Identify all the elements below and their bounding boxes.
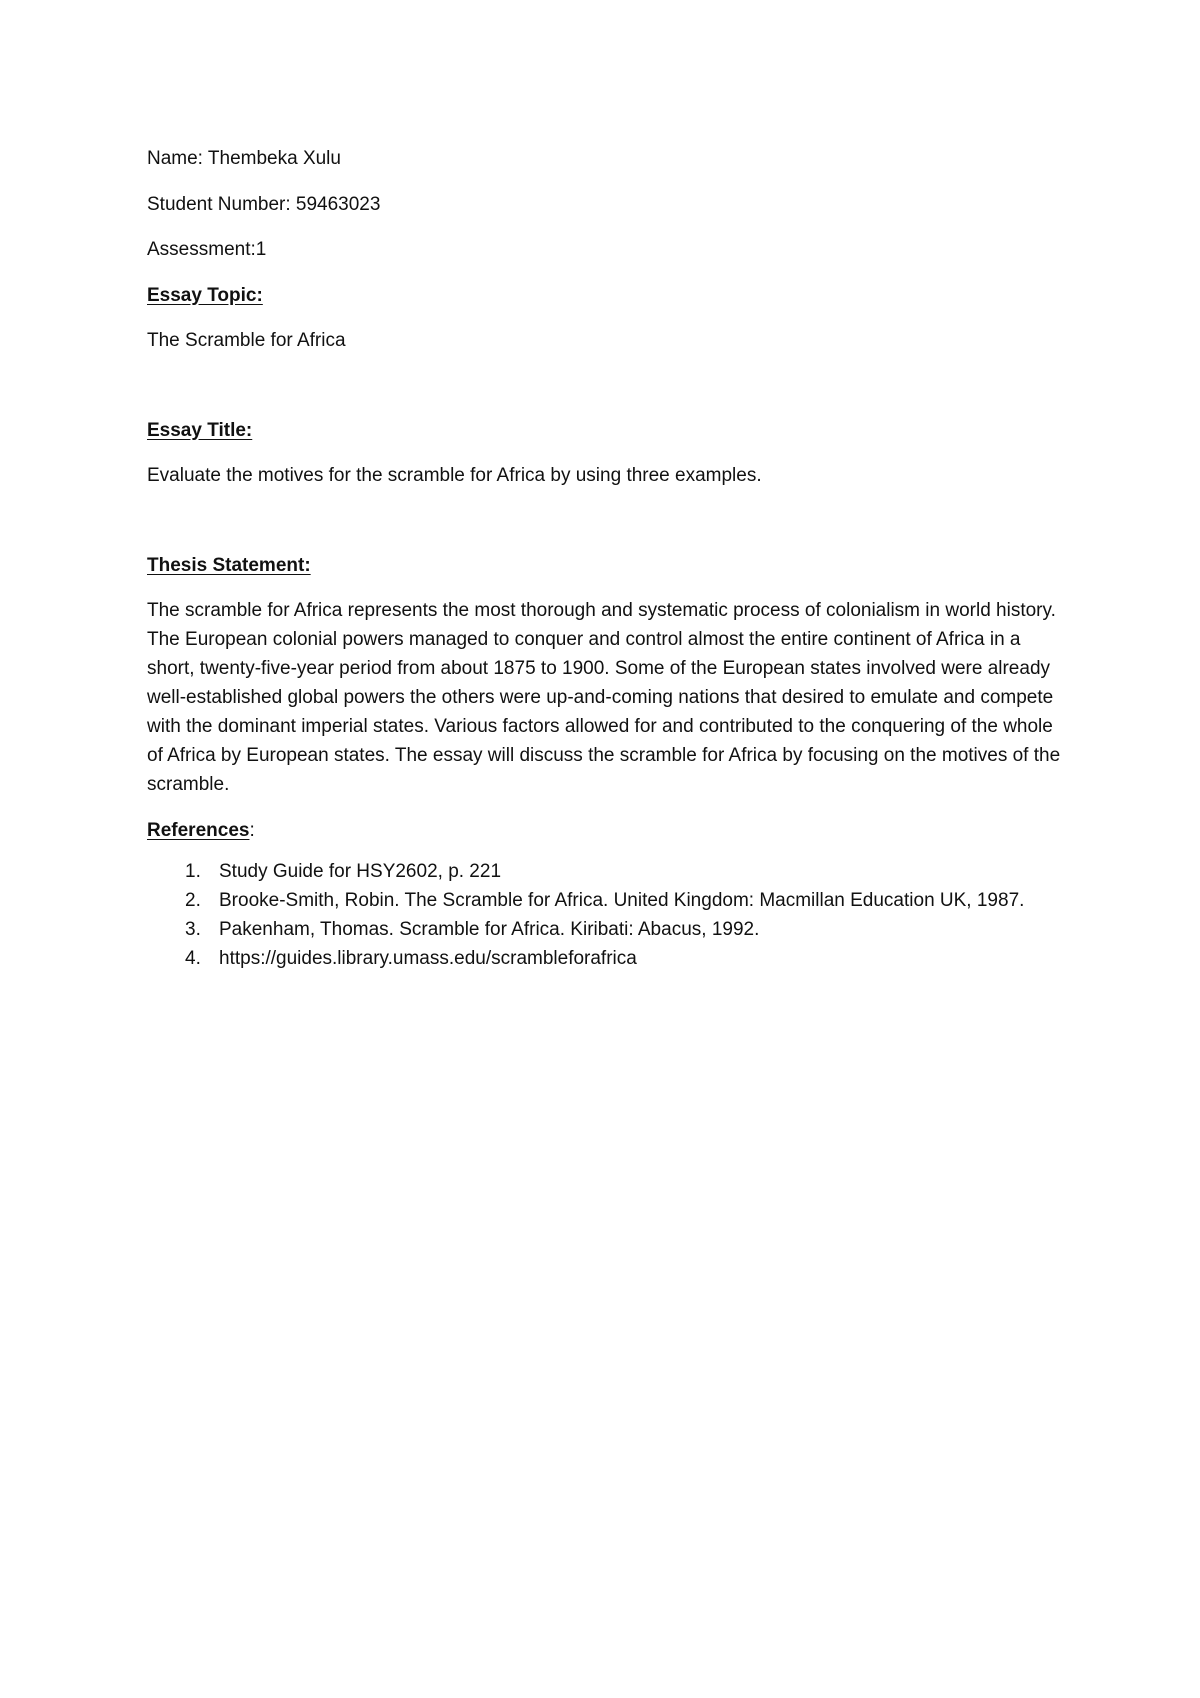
reference-link[interactable]: https://guides.library.umass.edu/scrambleforafrica bbox=[219, 947, 637, 969]
student-name: Name: Thembeka Xulu bbox=[147, 148, 341, 169]
reference-item bbox=[147, 857, 1059, 886]
spacer bbox=[147, 372, 1077, 416]
reference-item bbox=[147, 944, 1059, 973]
reference-text: Pakenham, Thomas. Scramble for Africa. Kiribati: Abacus, 1992. bbox=[219, 918, 760, 940]
reference-text: Brooke-Smith, Robin. The Scramble for Africa. United Kingdom: Macmillan Education UK, 1987. bbox=[219, 889, 1025, 911]
essay-title-heading: Essay Title: bbox=[147, 419, 253, 441]
reference-number: 3. bbox=[185, 918, 201, 940]
reference-number: 4. bbox=[185, 947, 201, 969]
thesis-heading: Thesis Statement: bbox=[147, 554, 311, 576]
student-number: Student Number: 59463023 bbox=[147, 193, 381, 215]
reference-text: Study Guide for HSY2602, p. 221 bbox=[219, 860, 502, 882]
reference-number: 1. bbox=[185, 860, 201, 882]
essay-topic-text: The Scramble for Africa bbox=[147, 330, 346, 351]
reference-item bbox=[147, 886, 1059, 915]
document-body bbox=[147, 144, 1077, 973]
references-heading: References bbox=[147, 819, 250, 841]
reference-number: 2. bbox=[185, 889, 201, 911]
references-heading-line bbox=[147, 816, 1077, 845]
reference-item bbox=[147, 915, 1059, 944]
essay-topic-heading: Essay Topic: bbox=[147, 284, 263, 306]
thesis-text: The scramble for Africa represents the most thorough and systematic process of colonialism in world history. The European colonial powers managed to conquer and control almost the entire continent of Africa in a short, twenty-five-year period from about 1875 to 1900. Some of the European states involved were already well-established global powers the others were up-and-coming nations that desired to emulate and compete with the dominant imperial states. Various factors allowed for and contributed to the conquering of the whole of Africa by European states. The essay will discuss the scramble for Africa by focusing on the motives of the scramble. bbox=[147, 600, 1061, 795]
assessment-number: Assessment:1 bbox=[147, 239, 267, 260]
essay-title-text: Evaluate the motives for the scramble for Africa by using three examples. bbox=[147, 465, 762, 486]
spacer bbox=[147, 507, 1077, 551]
references-list bbox=[147, 857, 1077, 973]
references-heading-colon: : bbox=[249, 819, 255, 841]
